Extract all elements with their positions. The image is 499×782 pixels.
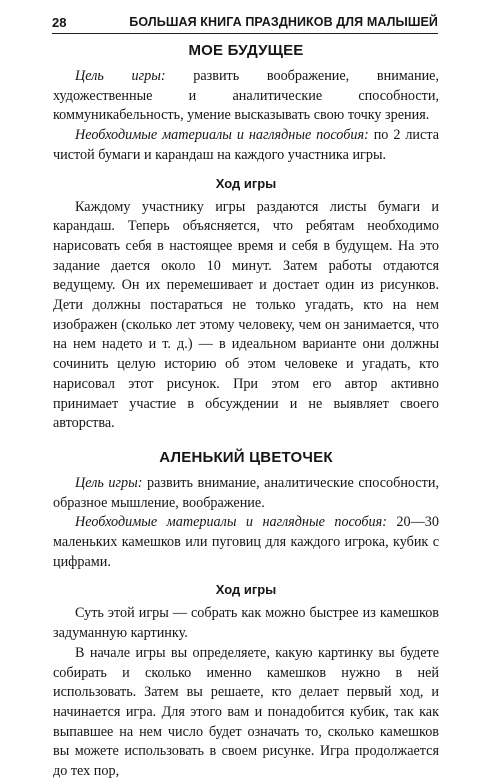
game-goal [53, 67, 439, 126]
game-procedure-paragraph: Суть этой игры — собрать как можно быстрее из камешков задуманную картинку. [53, 605, 439, 642]
page-content [53, 41, 439, 782]
game-materials [53, 126, 439, 165]
materials-text: 20—30 маленьких камешков или пуговиц для каждого игрока, кубик с цифрами. [53, 514, 439, 570]
page-header [52, 12, 438, 34]
game-procedure-heading: Ход игры [215, 582, 277, 598]
game-procedure-paragraph: В начале игры вы определяете, какую картинку вы будете собирать и сколько именно камешков нужно в ней использовать. Затем вы решаете, кто делает первый ход, и начинается игра. Для этого вам и понадобится кубик, так как выпавшее на нем число будет означать то, сколько камешков вы можете использовать в своем рисунке. Игра продолжается до тех пор, [53, 644, 439, 780]
materials-label: Необходимые материалы и наглядные пособия: [75, 514, 387, 531]
game-materials [53, 513, 439, 572]
game-procedure-heading: Ход игры [215, 175, 277, 191]
page-number: 28 [52, 15, 67, 30]
game-title: МОЕ БУДУЩЕЕ [188, 42, 304, 59]
goal-text: развить воображение, внимание, художественные и аналитические способности, коммуникабельность, умение высказывать свою точку зрения. [53, 68, 440, 124]
materials-label: Необходимые материалы и наглядные пособия: [75, 127, 369, 144]
goal-label: Цель игры: [75, 474, 143, 491]
materials-text: по 2 листа чистой бумаги и карандаш на каждого участника игры. [53, 127, 439, 163]
header-rule [52, 33, 438, 34]
game-procedure-paragraph: Каждому участнику игры раздаются листы бумаги и карандаш. Теперь объясняется, что ребятам необходимо нарисовать себя в настоящее время и себя в будущем. На это задание дается около 10 минут. Затем работы отдаются ведущему. Он их перемешивает и достает один из рисунков. Дети должны постараться не только угадать, кто на нем изображен (сколько лет этому человеку, чем он занимается, что на нем надето и т. д.) — в идеальном варианте они должны сочинить целую историю об этом человеке и угадать, кто нарисовал этот рисунок. При этом его автор активно принимает участие в обсуждении и не выявляет своего авторства. [53, 198, 439, 432]
game-title: АЛЕНЬКИЙ ЦВЕТОЧЕК [159, 448, 333, 466]
goal-text: развить внимание, аналитические способности, образное мышление, воображение. [53, 474, 439, 511]
running-title: БОЛЬШАЯ КНИГА ПРАЗДНИКОВ ДЛЯ МАЛЫШЕЙ [129, 15, 438, 29]
game-goal [53, 474, 439, 513]
goal-label: Цель игры: [75, 68, 166, 84]
